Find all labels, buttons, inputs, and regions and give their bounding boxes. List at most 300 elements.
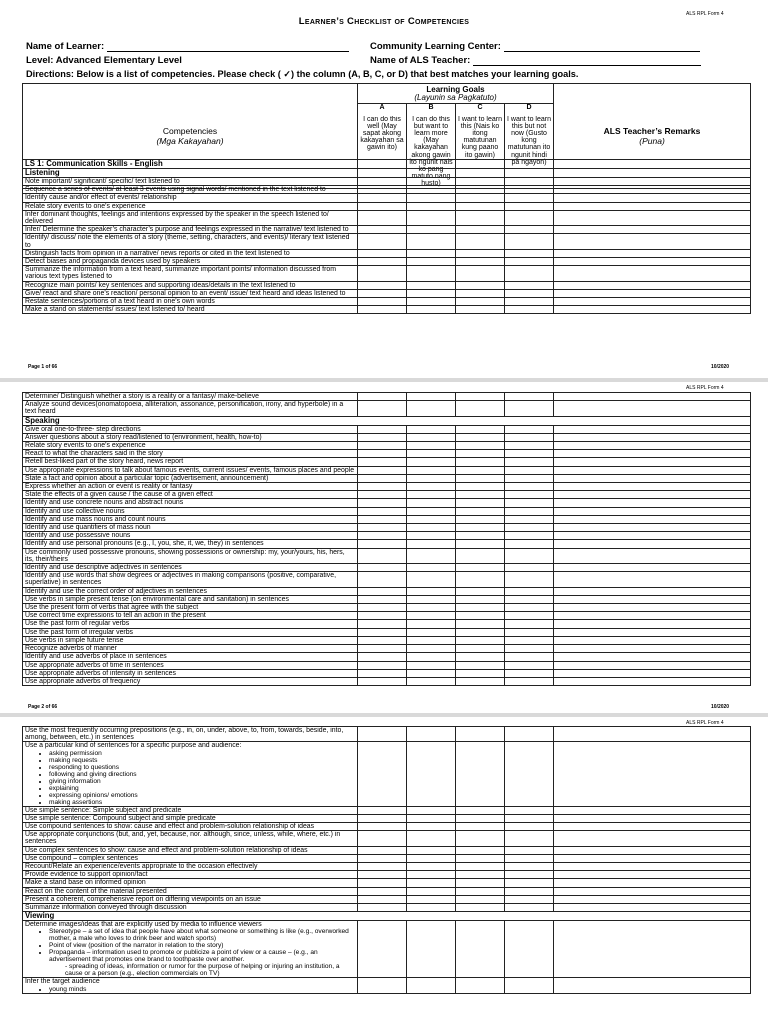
check-cell-c[interactable] [456, 831, 505, 846]
check-cell-c[interactable] [456, 854, 505, 862]
check-cell-c[interactable] [456, 249, 505, 257]
check-cell-b[interactable] [407, 645, 456, 653]
remarks-cell[interactable] [554, 572, 751, 587]
check-cell-c[interactable] [456, 863, 505, 871]
check-cell-b[interactable] [407, 677, 456, 685]
remarks-cell[interactable] [554, 806, 751, 814]
remarks-cell[interactable] [554, 548, 751, 563]
remarks-cell[interactable] [554, 564, 751, 572]
check-cell-c[interactable] [456, 178, 505, 186]
check-cell-d[interactable] [505, 234, 554, 249]
remarks-cell[interactable] [554, 401, 751, 416]
check-cell-d[interactable] [505, 178, 554, 186]
check-cell-d[interactable] [505, 466, 554, 474]
remarks-cell[interactable] [554, 450, 751, 458]
check-cell-a[interactable] [358, 978, 407, 993]
remarks-cell[interactable] [554, 604, 751, 612]
check-cell-a[interactable] [358, 653, 407, 661]
check-cell-c[interactable] [456, 234, 505, 249]
check-cell-d[interactable] [505, 921, 554, 978]
remarks-cell[interactable] [554, 499, 751, 507]
check-cell-b[interactable] [407, 823, 456, 831]
remarks-cell[interactable] [554, 281, 751, 289]
check-cell-a[interactable] [358, 466, 407, 474]
check-cell-a[interactable] [358, 393, 407, 401]
check-cell-d[interactable] [505, 298, 554, 306]
check-cell-a[interactable] [358, 289, 407, 297]
check-cell-a[interactable] [358, 178, 407, 186]
check-cell-b[interactable] [407, 249, 456, 257]
check-cell-a[interactable] [358, 863, 407, 871]
teacher-field[interactable] [370, 55, 701, 66]
check-cell-a[interactable] [358, 628, 407, 636]
check-cell-c[interactable] [456, 846, 505, 854]
check-cell-b[interactable] [407, 572, 456, 587]
check-cell-d[interactable] [505, 194, 554, 202]
check-cell-a[interactable] [358, 306, 407, 314]
check-cell-a[interactable] [358, 572, 407, 587]
check-cell-b[interactable] [407, 628, 456, 636]
remarks-cell[interactable] [554, 887, 751, 895]
check-cell-b[interactable] [407, 266, 456, 281]
remarks-cell[interactable] [554, 524, 751, 532]
check-cell-d[interactable] [505, 507, 554, 515]
check-cell-b[interactable] [407, 298, 456, 306]
check-cell-b[interactable] [407, 669, 456, 677]
check-cell-b[interactable] [407, 863, 456, 871]
remarks-cell[interactable] [554, 831, 751, 846]
remarks-cell[interactable] [554, 289, 751, 297]
check-cell-a[interactable] [358, 210, 407, 225]
check-cell-d[interactable] [505, 669, 554, 677]
remarks-cell[interactable] [554, 515, 751, 523]
remarks-cell[interactable] [554, 661, 751, 669]
check-cell-d[interactable] [505, 895, 554, 903]
remarks-cell[interactable] [554, 226, 751, 234]
check-cell-a[interactable] [358, 620, 407, 628]
check-cell-b[interactable] [407, 846, 456, 854]
check-cell-c[interactable] [456, 474, 505, 482]
check-cell-d[interactable] [505, 202, 554, 210]
check-cell-d[interactable] [505, 742, 554, 806]
check-cell-a[interactable] [358, 540, 407, 548]
check-cell-d[interactable] [505, 871, 554, 879]
remarks-cell[interactable] [554, 921, 751, 978]
check-cell-d[interactable] [505, 289, 554, 297]
remarks-cell[interactable] [554, 727, 751, 742]
check-cell-c[interactable] [456, 540, 505, 548]
check-cell-a[interactable] [358, 587, 407, 595]
remarks-cell[interactable] [554, 863, 751, 871]
check-cell-c[interactable] [456, 458, 505, 466]
check-cell-b[interactable] [407, 540, 456, 548]
check-cell-b[interactable] [407, 879, 456, 887]
check-cell-b[interactable] [407, 515, 456, 523]
check-cell-d[interactable] [505, 524, 554, 532]
remarks-cell[interactable] [554, 249, 751, 257]
check-cell-b[interactable] [407, 483, 456, 491]
check-cell-d[interactable] [505, 401, 554, 416]
check-cell-c[interactable] [456, 524, 505, 532]
remarks-cell[interactable] [554, 491, 751, 499]
check-cell-b[interactable] [407, 742, 456, 806]
check-cell-b[interactable] [407, 806, 456, 814]
check-cell-a[interactable] [358, 677, 407, 685]
check-cell-d[interactable] [505, 628, 554, 636]
check-cell-a[interactable] [358, 499, 407, 507]
check-cell-b[interactable] [407, 178, 456, 186]
remarks-cell[interactable] [554, 442, 751, 450]
check-cell-c[interactable] [456, 186, 505, 194]
check-cell-a[interactable] [358, 645, 407, 653]
check-cell-b[interactable] [407, 466, 456, 474]
check-cell-b[interactable] [407, 921, 456, 978]
check-cell-c[interactable] [456, 572, 505, 587]
check-cell-b[interactable] [407, 186, 456, 194]
check-cell-d[interactable] [505, 595, 554, 603]
check-cell-b[interactable] [407, 450, 456, 458]
check-cell-d[interactable] [505, 677, 554, 685]
remarks-cell[interactable] [554, 178, 751, 186]
check-cell-c[interactable] [456, 393, 505, 401]
check-cell-a[interactable] [358, 433, 407, 441]
check-cell-c[interactable] [456, 442, 505, 450]
check-cell-c[interactable] [456, 879, 505, 887]
remarks-cell[interactable] [554, 742, 751, 806]
check-cell-d[interactable] [505, 854, 554, 862]
remarks-cell[interactable] [554, 393, 751, 401]
check-cell-d[interactable] [505, 532, 554, 540]
check-cell-d[interactable] [505, 978, 554, 993]
check-cell-c[interactable] [456, 653, 505, 661]
check-cell-b[interactable] [407, 612, 456, 620]
remarks-cell[interactable] [554, 677, 751, 685]
check-cell-a[interactable] [358, 564, 407, 572]
check-cell-b[interactable] [407, 564, 456, 572]
check-cell-a[interactable] [358, 846, 407, 854]
remarks-cell[interactable] [554, 298, 751, 306]
remarks-cell[interactable] [554, 186, 751, 194]
check-cell-c[interactable] [456, 298, 505, 306]
check-cell-a[interactable] [358, 249, 407, 257]
check-cell-c[interactable] [456, 425, 505, 433]
check-cell-c[interactable] [456, 871, 505, 879]
check-cell-b[interactable] [407, 871, 456, 879]
check-cell-d[interactable] [505, 540, 554, 548]
check-cell-a[interactable] [358, 202, 407, 210]
check-cell-c[interactable] [456, 604, 505, 612]
check-cell-c[interactable] [456, 904, 505, 912]
check-cell-d[interactable] [505, 645, 554, 653]
check-cell-a[interactable] [358, 814, 407, 822]
check-cell-a[interactable] [358, 854, 407, 862]
check-cell-b[interactable] [407, 887, 456, 895]
check-cell-c[interactable] [456, 401, 505, 416]
check-cell-a[interactable] [358, 904, 407, 912]
remarks-cell[interactable] [554, 258, 751, 266]
remarks-cell[interactable] [554, 474, 751, 482]
check-cell-a[interactable] [358, 258, 407, 266]
remarks-cell[interactable] [554, 823, 751, 831]
check-cell-a[interactable] [358, 226, 407, 234]
check-cell-a[interactable] [358, 450, 407, 458]
check-cell-c[interactable] [456, 595, 505, 603]
check-cell-b[interactable] [407, 636, 456, 644]
check-cell-b[interactable] [407, 524, 456, 532]
check-cell-a[interactable] [358, 831, 407, 846]
check-cell-a[interactable] [358, 604, 407, 612]
check-cell-c[interactable] [456, 433, 505, 441]
check-cell-d[interactable] [505, 249, 554, 257]
remarks-cell[interactable] [554, 483, 751, 491]
clc-line[interactable] [504, 42, 700, 52]
check-cell-a[interactable] [358, 612, 407, 620]
check-cell-b[interactable] [407, 491, 456, 499]
check-cell-d[interactable] [505, 831, 554, 846]
check-cell-b[interactable] [407, 507, 456, 515]
check-cell-a[interactable] [358, 669, 407, 677]
check-cell-b[interactable] [407, 978, 456, 993]
check-cell-b[interactable] [407, 653, 456, 661]
remarks-cell[interactable] [554, 814, 751, 822]
learner-name-line[interactable] [107, 42, 349, 52]
check-cell-b[interactable] [407, 226, 456, 234]
remarks-cell[interactable] [554, 210, 751, 225]
remarks-cell[interactable] [554, 194, 751, 202]
check-cell-b[interactable] [407, 433, 456, 441]
check-cell-c[interactable] [456, 806, 505, 814]
check-cell-b[interactable] [407, 234, 456, 249]
remarks-cell[interactable] [554, 904, 751, 912]
check-cell-b[interactable] [407, 727, 456, 742]
remarks-cell[interactable] [554, 532, 751, 540]
check-cell-b[interactable] [407, 289, 456, 297]
check-cell-a[interactable] [358, 474, 407, 482]
check-cell-c[interactable] [456, 266, 505, 281]
clc-field[interactable] [370, 41, 700, 52]
check-cell-d[interactable] [505, 653, 554, 661]
check-cell-c[interactable] [456, 306, 505, 314]
check-cell-a[interactable] [358, 895, 407, 903]
check-cell-c[interactable] [456, 466, 505, 474]
check-cell-d[interactable] [505, 474, 554, 482]
check-cell-d[interactable] [505, 499, 554, 507]
check-cell-b[interactable] [407, 281, 456, 289]
check-cell-c[interactable] [456, 978, 505, 993]
remarks-cell[interactable] [554, 466, 751, 474]
check-cell-d[interactable] [505, 879, 554, 887]
remarks-cell[interactable] [554, 540, 751, 548]
remarks-cell[interactable] [554, 628, 751, 636]
check-cell-b[interactable] [407, 306, 456, 314]
check-cell-d[interactable] [505, 620, 554, 628]
remarks-cell[interactable] [554, 433, 751, 441]
check-cell-d[interactable] [505, 846, 554, 854]
check-cell-a[interactable] [358, 458, 407, 466]
check-cell-c[interactable] [456, 628, 505, 636]
check-cell-d[interactable] [505, 612, 554, 620]
check-cell-c[interactable] [456, 210, 505, 225]
check-cell-a[interactable] [358, 806, 407, 814]
check-cell-b[interactable] [407, 532, 456, 540]
check-cell-c[interactable] [456, 742, 505, 806]
check-cell-d[interactable] [505, 814, 554, 822]
check-cell-b[interactable] [407, 595, 456, 603]
check-cell-c[interactable] [456, 258, 505, 266]
check-cell-d[interactable] [505, 442, 554, 450]
check-cell-c[interactable] [456, 612, 505, 620]
check-cell-d[interactable] [505, 458, 554, 466]
check-cell-c[interactable] [456, 677, 505, 685]
remarks-cell[interactable] [554, 978, 751, 993]
check-cell-d[interactable] [505, 806, 554, 814]
check-cell-d[interactable] [505, 210, 554, 225]
check-cell-c[interactable] [456, 661, 505, 669]
check-cell-a[interactable] [358, 234, 407, 249]
check-cell-d[interactable] [505, 258, 554, 266]
check-cell-c[interactable] [456, 587, 505, 595]
check-cell-c[interactable] [456, 194, 505, 202]
remarks-cell[interactable] [554, 636, 751, 644]
check-cell-a[interactable] [358, 491, 407, 499]
check-cell-c[interactable] [456, 515, 505, 523]
check-cell-c[interactable] [456, 620, 505, 628]
remarks-cell[interactable] [554, 854, 751, 862]
check-cell-d[interactable] [505, 450, 554, 458]
teacher-line[interactable] [473, 56, 701, 66]
remarks-cell[interactable] [554, 895, 751, 903]
check-cell-c[interactable] [456, 645, 505, 653]
check-cell-c[interactable] [456, 226, 505, 234]
remarks-cell[interactable] [554, 612, 751, 620]
check-cell-a[interactable] [358, 742, 407, 806]
check-cell-d[interactable] [505, 548, 554, 563]
remarks-cell[interactable] [554, 669, 751, 677]
check-cell-c[interactable] [456, 281, 505, 289]
check-cell-c[interactable] [456, 499, 505, 507]
check-cell-b[interactable] [407, 661, 456, 669]
check-cell-a[interactable] [358, 871, 407, 879]
remarks-cell[interactable] [554, 507, 751, 515]
check-cell-b[interactable] [407, 425, 456, 433]
check-cell-d[interactable] [505, 266, 554, 281]
check-cell-a[interactable] [358, 194, 407, 202]
check-cell-c[interactable] [456, 532, 505, 540]
check-cell-d[interactable] [505, 636, 554, 644]
check-cell-a[interactable] [358, 442, 407, 450]
check-cell-d[interactable] [505, 661, 554, 669]
remarks-cell[interactable] [554, 871, 751, 879]
check-cell-b[interactable] [407, 194, 456, 202]
check-cell-c[interactable] [456, 727, 505, 742]
remarks-cell[interactable] [554, 645, 751, 653]
check-cell-c[interactable] [456, 202, 505, 210]
check-cell-c[interactable] [456, 289, 505, 297]
check-cell-c[interactable] [456, 823, 505, 831]
check-cell-b[interactable] [407, 442, 456, 450]
check-cell-d[interactable] [505, 226, 554, 234]
check-cell-a[interactable] [358, 401, 407, 416]
check-cell-a[interactable] [358, 507, 407, 515]
check-cell-b[interactable] [407, 814, 456, 822]
check-cell-d[interactable] [505, 604, 554, 612]
check-cell-c[interactable] [456, 636, 505, 644]
remarks-cell[interactable] [554, 202, 751, 210]
check-cell-b[interactable] [407, 548, 456, 563]
check-cell-b[interactable] [407, 202, 456, 210]
check-cell-a[interactable] [358, 186, 407, 194]
check-cell-a[interactable] [358, 425, 407, 433]
check-cell-d[interactable] [505, 863, 554, 871]
check-cell-c[interactable] [456, 507, 505, 515]
check-cell-a[interactable] [358, 823, 407, 831]
remarks-cell[interactable] [554, 234, 751, 249]
check-cell-b[interactable] [407, 458, 456, 466]
check-cell-d[interactable] [505, 186, 554, 194]
check-cell-a[interactable] [358, 532, 407, 540]
remarks-cell[interactable] [554, 879, 751, 887]
check-cell-b[interactable] [407, 393, 456, 401]
check-cell-b[interactable] [407, 401, 456, 416]
remarks-cell[interactable] [554, 595, 751, 603]
check-cell-a[interactable] [358, 921, 407, 978]
check-cell-b[interactable] [407, 474, 456, 482]
check-cell-a[interactable] [358, 524, 407, 532]
check-cell-d[interactable] [505, 425, 554, 433]
check-cell-b[interactable] [407, 258, 456, 266]
check-cell-b[interactable] [407, 895, 456, 903]
check-cell-b[interactable] [407, 499, 456, 507]
check-cell-c[interactable] [456, 450, 505, 458]
check-cell-a[interactable] [358, 266, 407, 281]
check-cell-c[interactable] [456, 548, 505, 563]
check-cell-d[interactable] [505, 281, 554, 289]
check-cell-d[interactable] [505, 515, 554, 523]
remarks-cell[interactable] [554, 458, 751, 466]
check-cell-d[interactable] [505, 564, 554, 572]
check-cell-b[interactable] [407, 210, 456, 225]
check-cell-b[interactable] [407, 854, 456, 862]
remarks-cell[interactable] [554, 266, 751, 281]
remarks-cell[interactable] [554, 653, 751, 661]
check-cell-b[interactable] [407, 904, 456, 912]
remarks-cell[interactable] [554, 587, 751, 595]
check-cell-d[interactable] [505, 483, 554, 491]
check-cell-b[interactable] [407, 604, 456, 612]
check-cell-a[interactable] [358, 298, 407, 306]
check-cell-a[interactable] [358, 636, 407, 644]
check-cell-a[interactable] [358, 515, 407, 523]
check-cell-c[interactable] [456, 483, 505, 491]
check-cell-d[interactable] [505, 433, 554, 441]
learner-name-field[interactable] [26, 41, 349, 52]
check-cell-a[interactable] [358, 483, 407, 491]
check-cell-b[interactable] [407, 620, 456, 628]
check-cell-b[interactable] [407, 831, 456, 846]
check-cell-a[interactable] [358, 548, 407, 563]
check-cell-b[interactable] [407, 587, 456, 595]
remarks-cell[interactable] [554, 846, 751, 854]
check-cell-c[interactable] [456, 921, 505, 978]
check-cell-d[interactable] [505, 887, 554, 895]
remarks-cell[interactable] [554, 425, 751, 433]
check-cell-a[interactable] [358, 595, 407, 603]
check-cell-d[interactable] [505, 572, 554, 587]
check-cell-d[interactable] [505, 306, 554, 314]
check-cell-c[interactable] [456, 491, 505, 499]
check-cell-d[interactable] [505, 823, 554, 831]
remarks-cell[interactable] [554, 306, 751, 314]
